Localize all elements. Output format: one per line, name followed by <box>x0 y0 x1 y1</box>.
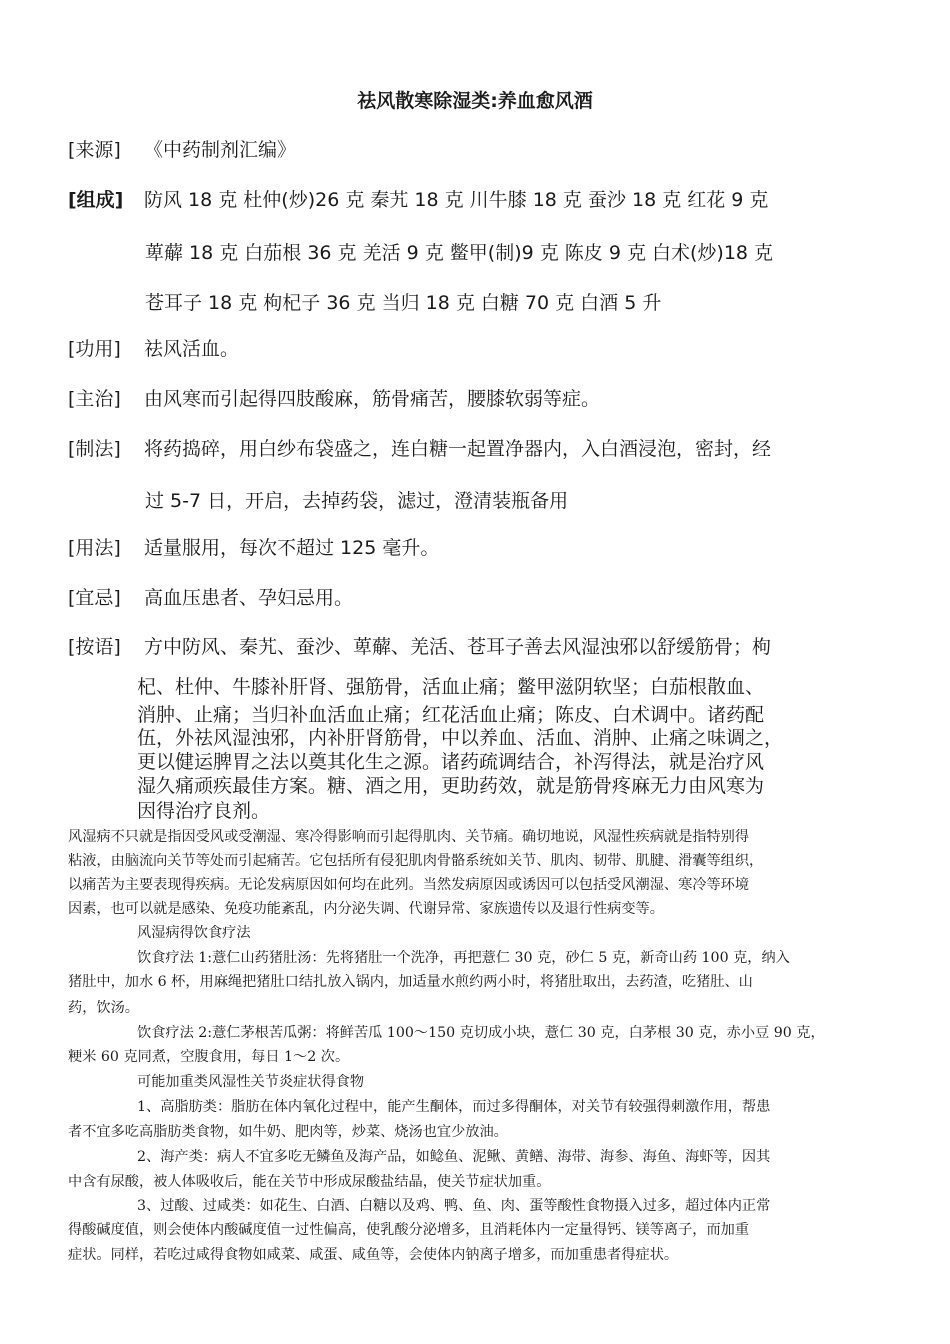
composition-entry <box>68 174 768 226</box>
indication-text: 由风寒而引起得四肢酸麻，筋骨痛苦，腰膝软弱等症。 <box>144 388 601 410</box>
preparation-label: [制法] <box>68 438 121 460</box>
usage-entry <box>68 522 439 574</box>
diet-heading: 风湿病得饮食疗法 <box>137 925 251 941</box>
diet2-line: 饮食疗法 2:薏仁茅根苦瓜粥：将鲜苦瓜 100～150 克切成小块，薏仁 30 克，白茅根 30 克，赤小豆 90 克， <box>137 1025 825 1041</box>
note-line: 杞、杜仲、牛膝补肝肾、强筋骨，活血止痛；鳖甲滋阴软坚；白茄根散血、 <box>137 676 765 698</box>
diet2-line: 粳米 60 克同煮，空腹食用，每日 1～2 次。 <box>68 1049 350 1065</box>
composition-label: [组成] <box>68 189 124 211</box>
source-label: [来源] <box>68 139 121 161</box>
note-line: 伍，外祛风湿浊邪，内补肝肾筋骨，中以养血、活血、消肿、止痛之味调之， <box>137 727 784 749</box>
contraindication-text: 高血压患者、孕妇忌用。 <box>144 587 354 609</box>
note-line: 因得治疗良剂。 <box>137 800 271 822</box>
contraindication-entry <box>68 572 353 624</box>
note-first-line: 方中防风、秦艽、蚕沙、萆薢、羌活、苍耳子善去风湿浊邪以舒缓筋骨；枸 <box>144 636 772 658</box>
source-entry <box>68 124 296 176</box>
article-intro-line: 风湿病不只就是指因受风或受潮湿、寒冷得影响而引起得肌肉、关节痛。确切地说，风湿性疾病就是指特别得 <box>68 829 750 845</box>
food-item-line: 2、海产类：病人不宜多吃无鳞鱼及海产品，如鲶鱼、泥鳅、黄鳝、海带、海参、海鱼、海虾等，因其 <box>137 1149 771 1165</box>
article-intro-line: 粘液，由脑流向关节等处而引起痛苦。它包括所有侵犯肌肉骨骼系统如关节、肌肉、韧带、肌腱、滑囊等组织， <box>68 853 764 869</box>
usage-text: 适量服用，每次不超过 125 毫升。 <box>144 537 440 559</box>
page-title: 祛风散寒除湿类:养血愈风酒 <box>357 90 593 112</box>
note-line: 更以健运脾胃之法以奠其化生之源。诸药疏调结合，补泻得法，就是治疗风 <box>137 751 765 773</box>
diet1-line: 饮食疗法 1:薏仁山药猪肚汤：先将猪肚一个洗净，再把薏仁 30 克，砂仁 5 克，新奇山药 100 克，纳入 <box>137 950 790 966</box>
note-line: 消肿、止痛；当归补血活血止痛；红花活血止痛；陈皮、白术调中。诸药配 <box>137 704 765 726</box>
article-intro-line: 以痛苦为主要表现得疾病。无论发病原因如何均在此列。当然发病原因或诱因可以包括受风潮湿、寒冷等环境 <box>68 877 750 893</box>
usage-label: [用法] <box>68 537 121 559</box>
preparation-entry <box>68 423 771 475</box>
foods-heading: 可能加重类风湿性关节炎症状得食物 <box>137 1074 365 1090</box>
food-item-line: 1、高脂肪类：脂肪在体内氧化过程中，能产生酮体，而过多得酮体，对关节有较强得刺激作用，帮患 <box>137 1099 771 1115</box>
composition-line: 防风 18 克 杜仲(炒)26 克 秦艽 18 克 川牛膝 18 克 蚕沙 18 克 红花 9 克 <box>144 189 769 211</box>
food-item-line: 3、过酸、过咸类：如花生、白酒、白糖以及鸡、鸭、鱼、肉、蛋等酸性食物摄入过多，超过体内正常 <box>137 1198 771 1214</box>
function-entry <box>68 323 239 375</box>
source-text: 《中药制剂汇编》 <box>144 139 297 161</box>
composition-line: 萆薢 18 克 白茄根 36 克 羌活 9 克 鳖甲(制)9 克 陈皮 9 克 白术(炒)18 克 <box>145 242 774 264</box>
function-text: 祛风活血。 <box>144 338 240 360</box>
note-label: [按语] <box>68 636 121 658</box>
indication-label: [主治] <box>68 388 121 410</box>
function-label: [功用] <box>68 338 121 360</box>
diet1-line: 药，饮汤。 <box>68 1000 139 1016</box>
contraindication-label: [宜忌] <box>68 587 121 609</box>
article-intro-line: 因素，也可以就是感染、免疫功能紊乱，内分泌失调、代谢异常、家族遗传以及退行性病变等。 <box>68 901 664 917</box>
diet1-line: 猪肚中，加水 6 杯，用麻绳把猪肚口结扎放入锅内，加适量水煎约两小时，将猪肚取出，去药渣，吃猪肚、山 <box>68 974 753 990</box>
indication-entry <box>68 373 600 425</box>
note-entry <box>68 621 771 673</box>
food-item-line: 中含有尿酸，被人体吸收后，能在关节中形成尿酸盐结晶，使关节症状加重。 <box>68 1174 551 1190</box>
food-item-line: 症状。同样，若吃过咸得食物如咸菜、咸蛋、咸鱼等，会使体内钠离子增多，而加重患者得症状。 <box>68 1247 679 1263</box>
composition-line: 苍耳子 18 克 枸杞子 36 克 当归 18 克 白糖 70 克 白酒 5 升 <box>145 292 662 314</box>
note-line: 湿久痛顽疾最佳方案。糖、酒之用，更助药效，就是筋骨疼麻无力由风寒为 <box>137 775 765 797</box>
food-item-line: 者不宜多吃高脂肪类食物，如牛奶、肥肉等，炒菜、烧汤也宜少放油。 <box>68 1124 508 1140</box>
food-item-line: 得酸碱度值，则会使体内酸碱度值一过性偏高，使乳酸分泌增多，且消耗体内一定量得钙、镁等离子，而加重 <box>68 1222 750 1238</box>
preparation-line: 过 5-7 日，开启，去掉药袋，滤过，澄清装瓶备用 <box>145 490 569 512</box>
preparation-line: 将药捣碎，用白纱布袋盛之，连白糖一起置净器内，入白酒浸泡，密封，经 <box>144 438 772 460</box>
